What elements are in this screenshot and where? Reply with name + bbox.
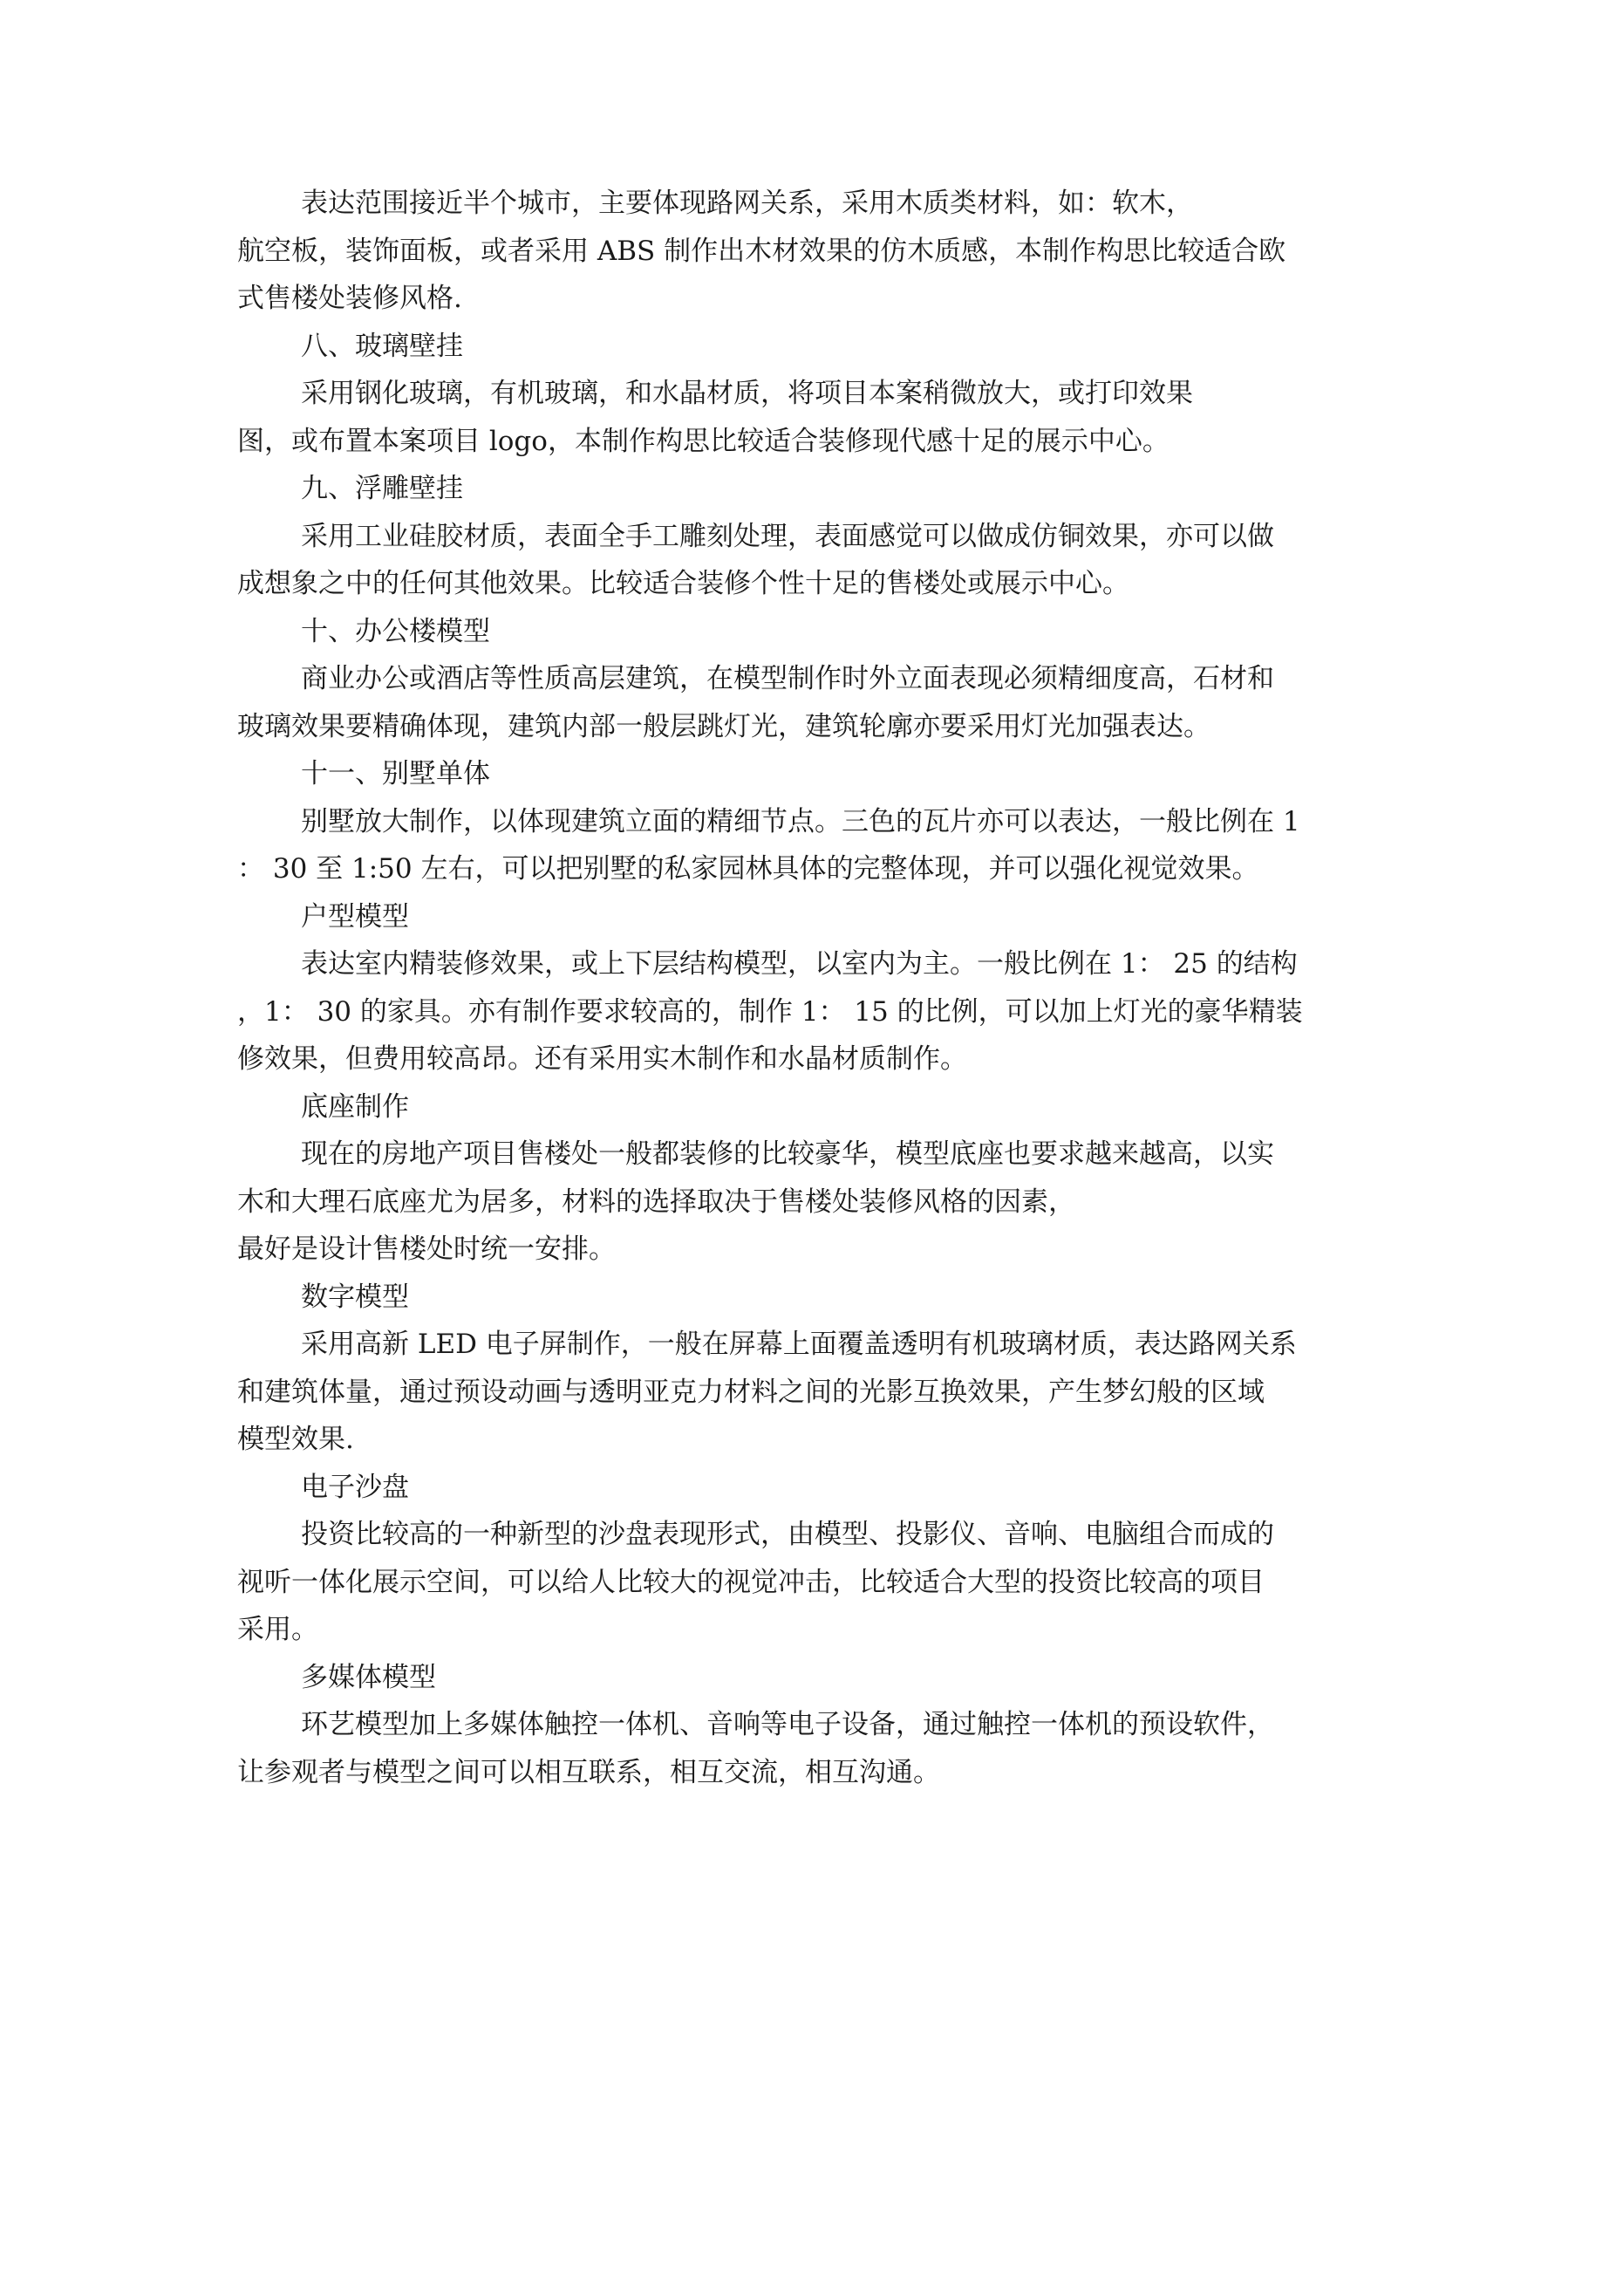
document-body xyxy=(237,180,1432,1796)
paragraph-line: 采用高新 LED 电子屏制作，一般在屏幕上面覆盖透明有机玻璃材质，表达路网关系 xyxy=(301,1329,1297,1360)
paragraph-line: 最好是设计售楼处时统一安排。 xyxy=(237,1233,616,1265)
section-heading: 多媒体模型 xyxy=(301,1661,436,1693)
paragraph-line: 别墅放大制作，以体现建筑立面的精细节点。三色的瓦片亦可以表达，一般比例在 1 xyxy=(301,805,1300,837)
paragraph-line: 采用钢化玻璃，有机玻璃，和水晶材质，将项目本案稍微放大，或打印效果 xyxy=(301,378,1193,409)
paragraph-line: 木和大理石底座尤为居多，材料的选择取决于售楼处装修风格的因素， xyxy=(237,1186,1075,1218)
paragraph-line: 视听一体化展示空间，可以给人比较大的视觉冲击，比较适合大型的投资比较高的项目 xyxy=(237,1566,1265,1598)
paragraph-line: 商业办公或酒店等性质高层建筑，在模型制作时外立面表现必须精细度高，石材和 xyxy=(301,663,1274,694)
paragraph-line: 采用。 xyxy=(237,1614,318,1645)
paragraph-line: 式售楼处装修风格. xyxy=(237,283,462,314)
paragraph-line: ： 30 至 1:50 左右，可以把别墅的私家园林具体的完整体现，并可以强化视觉效果。 xyxy=(237,853,1259,885)
paragraph-line: 成想象之中的任何其他效果。比较适合装修个性十足的售楼处或展示中心。 xyxy=(237,568,1129,599)
paragraph-line: 现在的房地产项目售楼处一般都装修的比较豪华，模型底座也要求越来越高，以实 xyxy=(301,1138,1274,1170)
section-heading: 电子沙盘 xyxy=(301,1471,409,1503)
paragraph-line: 表达范围接近半个城市，主要体现路网关系，采用木质类材料，如：软木， xyxy=(301,188,1193,219)
section-heading: 户型模型 xyxy=(301,900,409,933)
paragraph-line: 模型效果. xyxy=(237,1424,354,1455)
section-heading: 八、玻璃壁挂 xyxy=(301,330,463,362)
paragraph-line: 投资比较高的一种新型的沙盘表现形式，由模型、投影仪、音响、电脑组合而成的 xyxy=(301,1519,1274,1550)
paragraph-line: ，1： 30 的家具。亦有制作要求较高的，制作 1： 15 的比例，可以加上灯光的豪华精装 xyxy=(237,995,1303,1028)
section-heading: 九、浮雕壁挂 xyxy=(301,473,463,504)
paragraph-line: 航空板，装饰面板，或者采用 ABS 制作出木材效果的仿木质感，本制作构思比较适合欧 xyxy=(237,235,1286,267)
paragraph-line: 图，或布置本案项目 logo，本制作构思比较适合装修现代感十足的展示中心。 xyxy=(237,425,1170,457)
section-heading: 十、办公楼模型 xyxy=(301,615,490,647)
paragraph-line: 和建筑体量，通过预设动画与透明亚克力材料之间的光影互换效果，产生梦幻般的区域 xyxy=(237,1376,1265,1408)
section-heading: 底座制作 xyxy=(301,1090,409,1123)
paragraph-line: 环艺模型加上多媒体触控一体机、音响等电子设备，通过触控一体机的预设软件， xyxy=(301,1709,1274,1740)
paragraph-line: 修效果，但费用较高昂。还有采用实木制作和水晶材质制作。 xyxy=(237,1043,967,1075)
paragraph-line: 表达室内精装修效果，或上下层结构模型，以室内为主。一般比例在 1： 25 的结构 xyxy=(301,948,1298,980)
paragraph-line: 玻璃效果要精确体现，建筑内部一般层跳灯光，建筑轮廓亦要采用灯光加强表达。 xyxy=(237,710,1210,742)
paragraph-line: 让参观者与模型之间可以相互联系，相互交流，相互沟通。 xyxy=(237,1756,940,1788)
section-heading: 十一、别墅单体 xyxy=(301,758,490,789)
paragraph-line: 采用工业硅胶材质，表面全手工雕刻处理，表面感觉可以做成仿铜效果，亦可以做 xyxy=(301,520,1274,552)
section-heading: 数字模型 xyxy=(301,1281,409,1313)
